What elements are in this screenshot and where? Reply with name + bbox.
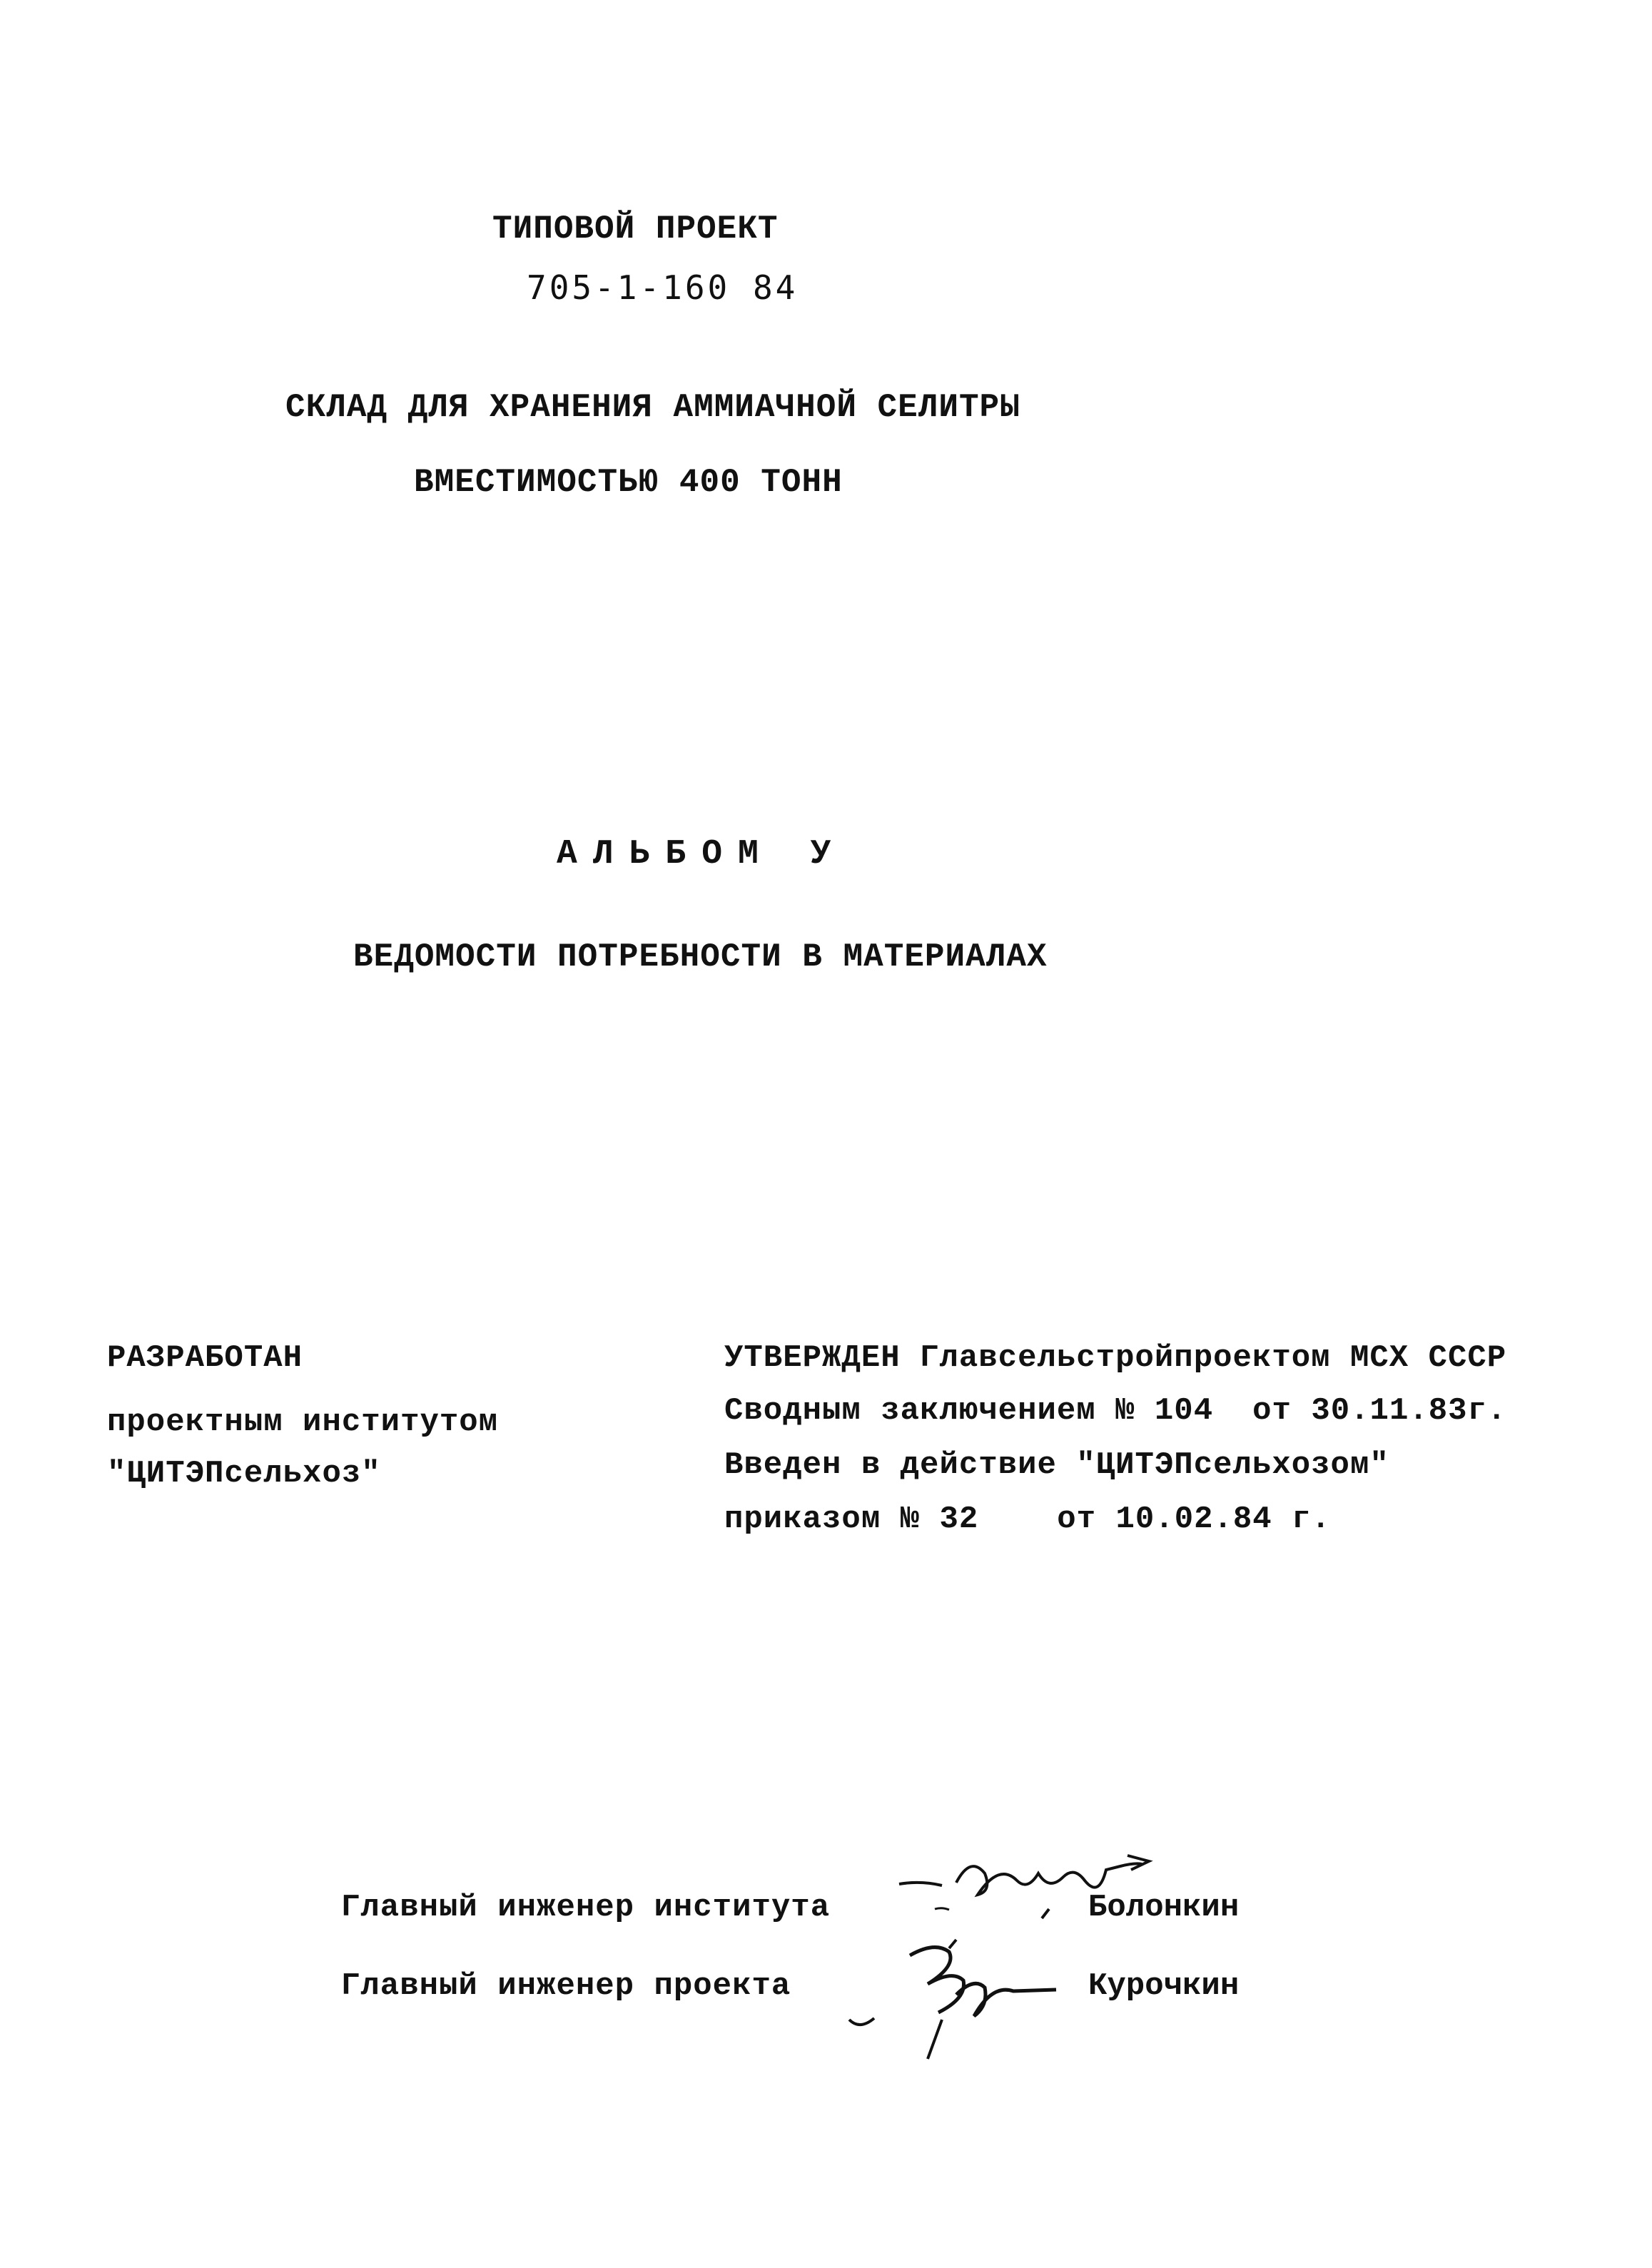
approved-line: УТВЕРЖДЕН Главсельстройпроектом МСХ СССР (724, 1340, 1507, 1376)
handwritten-signature-2 (842, 1927, 1070, 2062)
order-number: приказом № 32 (724, 1502, 979, 1537)
order-date: от 10.02.84 г. (1057, 1502, 1331, 1537)
project-number: 705-1-160 84 (527, 268, 799, 307)
developed-by-line: проектным институтом (107, 1404, 499, 1440)
album-subtitle: ВЕДОМОСТИ ПОТРЕБНОСТИ В МАТЕРИАЛАХ (353, 938, 1048, 976)
title-line-1: СКЛАД ДЛЯ ХРАНЕНИЯ АММИАЧНОЙ СЕЛИТРЫ (285, 389, 1020, 426)
signature-role-chief-engineer-institute: Главный инженер института (341, 1890, 831, 1925)
album-label: АЛЬБОМ У (557, 835, 847, 874)
signature-name-bolonkin: Болонкин (1088, 1890, 1240, 1925)
enacted-line: Введен в действие "ЦИТЭПсельхозом" (724, 1447, 1389, 1483)
signature-role-chief-engineer-project: Главный инженер проекта (341, 1968, 791, 2004)
signature-name-kurochkin: Курочкин (1088, 1968, 1240, 2004)
conclusion-date: от 30.11.83г. (1252, 1393, 1507, 1429)
conclusion-number: Сводным заключением № 104 (724, 1393, 1214, 1429)
approval-conclusion-line (724, 1393, 1506, 1429)
title-line-2: ВМЕСТИМОСТЬЮ 400 ТОНН (414, 464, 843, 501)
developer-institute: "ЦИТЭПсельхоз" (107, 1456, 381, 1492)
developed-label: РАЗРАБОТАН (107, 1340, 303, 1376)
handwritten-signature-1 (892, 1841, 1206, 1920)
order-line (724, 1502, 1331, 1537)
project-type-label: ТИПОВОЙ ПРОЕКТ (492, 211, 779, 248)
